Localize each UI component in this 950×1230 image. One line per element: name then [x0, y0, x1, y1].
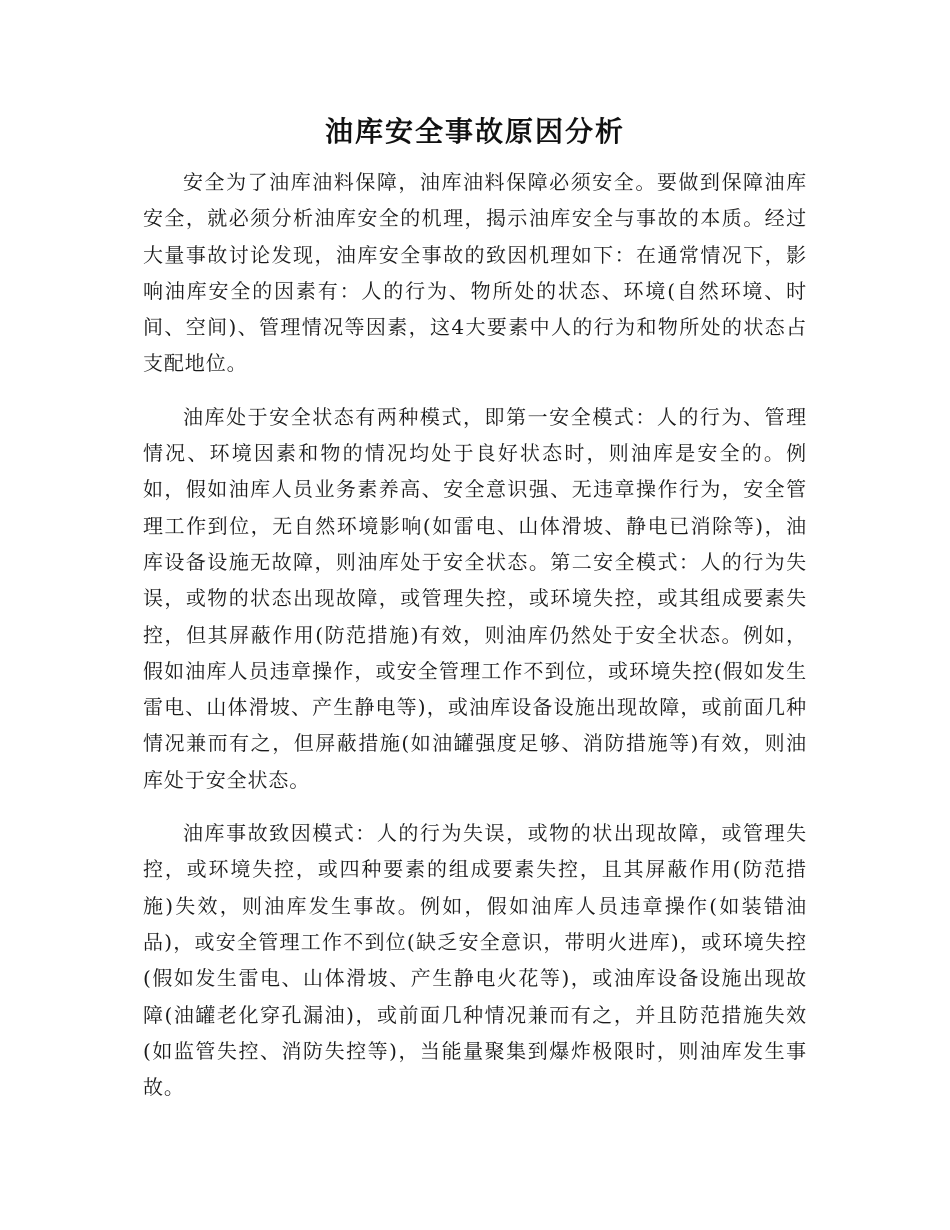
document-title: 油库安全事故原因分析	[324, 115, 625, 148]
document-body	[143, 164, 807, 1122]
paragraph-3: 油库事故致因模式：人的行为失误，或物的状出现故障，或管理失控，或环境失控，或四种要素的组成要素失控，且其屏蔽作用(防范措施)失效，则油库发生事故。例如，假如油库人员违章操作(如装错油品)，或安全管理工作不到位(缺乏安全意识，带明火进库)，或环境失控(假如发生雷电、山体滑坡、产生静电火花等)，或油库设备设施出现故障(油罐老化穿孔漏油)，或前面几种情况兼而有之，并且防范措施失效(如监管失控、消防失控等)，当能量聚集到爆炸极限时，则油库发生事故。	[143, 821, 807, 1100]
paragraph-2: 油库处于安全状态有两种模式，即第一安全模式：人的行为、管理情况、环境因素和物的情况均处于良好状态时，则油库是安全的。例如，假如油库人员业务素养高、安全意识强、无违章操作行为，安全管理工作到位，无自然环境影响(如雷电、山体滑坡、静电已消除等)，油库设备设施无故障，则油库处于安全状态。第二安全模式：人的行为失误，或物的状态出现故障，或管理失控，或环境失控，或其组成要素失控，但其屏蔽作用(防范措施)有效，则油库仍然处于安全状态。例如，假如油库人员违章操作，或安全管理工作不到位，或环境失控(假如发生雷电、山体滑坡、产生静电等)，或油库设备设施出现故障，或前面几种情况兼而有之，但屏蔽措施(如油罐强度足够、消防措施等)有效，则油库处于安全状态。	[143, 404, 807, 792]
paragraph-1: 安全为了油库油料保障，油库油料保障必须安全。要做到保障油库安全，就必须分析油库安全的机理，揭示油库安全与事故的本质。经过大量事故讨论发现，油库安全事故的致因机理如下：在通常情况下，影响油库安全的因素有：人的行为、物所处的状态、环境(自然环境、时间、空间)、管理情况等因素，这4大要素中人的行为和物所处的状态占支配地位。	[143, 170, 807, 376]
